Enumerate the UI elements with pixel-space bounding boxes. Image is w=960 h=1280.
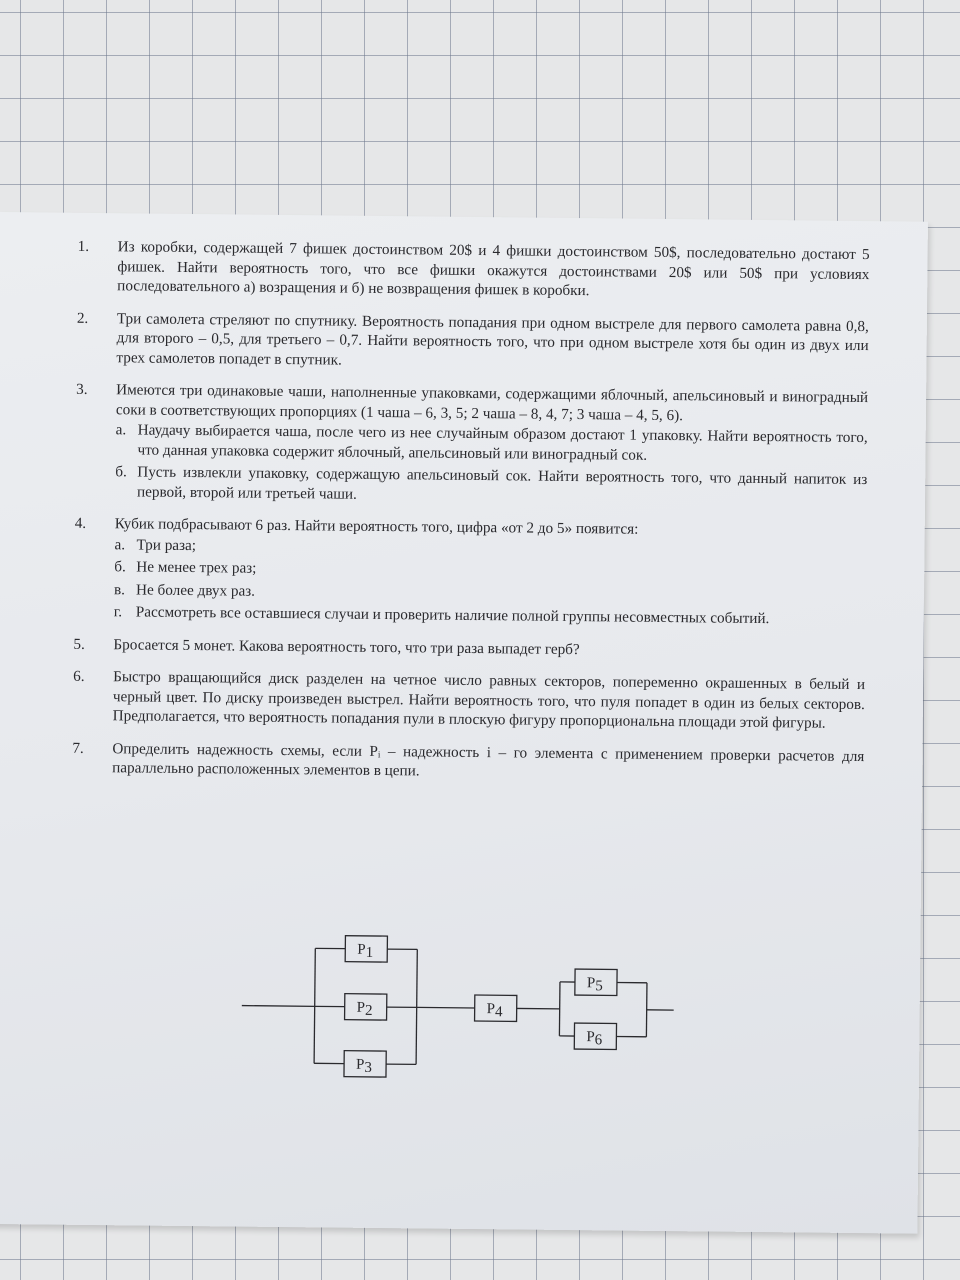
subquestion-text: Не более двух раз. [135, 580, 256, 600]
subquestion-letter: б. [114, 558, 126, 576]
problem-number: 2. [76, 309, 89, 327]
problem-text: Кубик подбрасывают 6 раз. Найти вероятность того, цифра «от 2 до 5» появится: [114, 515, 639, 538]
element-label-p4: P4 [486, 1001, 503, 1021]
subquestion-letter: г. [113, 603, 123, 621]
element-label-p1: P1 [357, 941, 374, 961]
subquestion-letter: в. [113, 580, 126, 598]
subquestion-text: Наудачу выбирается чаша, после чего из нее случайным образом достают 1 упаковку. Найти вероятность того, что данная упаковка содержит яблочный, апельсиновый или виноградный сок. [137, 421, 868, 464]
circuit-wire [559, 982, 560, 1036]
problem-text: Из коробки, содержащей 7 фишек достоинством 20$ и 4 фишки достоинством 50$, последовательно достают 5 фишек. Найти вероятность того, что все фишки окажутся достоинствами 20$ или 50$ при условиях последовательного а) возращения и б) не возвращения фишек в коробки. [117, 238, 870, 300]
subquestion-text: Пусть извлекли упаковку, содержащую апельсиновый сок. Найти вероятность того, что данный напиток из первой, второй или третьей чаши. [136, 463, 868, 503]
subquestion [114, 602, 866, 629]
problem-number: 4. [74, 514, 87, 532]
subquestion-letter: а. [115, 421, 127, 439]
subquestion-text: Три раза; [136, 535, 197, 554]
element-label-p5: P5 [586, 975, 603, 995]
problem-4 [66, 514, 867, 630]
element-label-p6: P6 [586, 1029, 603, 1049]
subquestion-text: Рассмотреть все оставшиеся случаи и проверить наличие полной группы несовместных событий. [135, 603, 770, 628]
problem-number: 5. [73, 635, 85, 653]
problem-text: Бросается 5 монет. Какова вероятность того, что три раза выпадет герб? [113, 635, 580, 658]
problem-sheet [0, 212, 928, 1234]
subquestion [115, 462, 867, 509]
problem-6 [65, 667, 866, 734]
problem-3 [67, 380, 868, 509]
problem-text: Определить надежность схемы, если Pᵢ – надежность i – го элемента с применением проверки расчетов для параллельно расположенных элементов в цепи. [112, 739, 865, 780]
circuit-wire [242, 1006, 315, 1007]
problem-text: Быстро вращающийся диск разделен на четное число равных секторов, попеременно окрашенных в белый и черный цвет. По диску произведен выстрел. Найти вероятность того, что пуля попадет в один из белых секторов. Предполагается, что вероятность попадания пули в плоскую фигуру пропорциональна площади этой фигуры. [112, 668, 866, 732]
subquestion-letter: а. [114, 535, 126, 553]
element-label-p2: P2 [356, 999, 373, 1019]
subquestion [115, 420, 867, 467]
problem-7 [64, 738, 864, 785]
element-label-p3: P3 [356, 1056, 372, 1076]
reliability-circuit-diagram [241, 933, 683, 1088]
problem-text: Имеются три одинаковые чаши, наполненные упаковками, содержащими яблочный, апельсиновый и виноградный соки в соответствующих пропорциях (1 чаша – 6, 3, 5; 2 чаша – 8, 4, 7; 3 чаша – 4, 5, 6). [115, 381, 869, 424]
problem-2 [68, 308, 869, 375]
circuit-wire [417, 1007, 475, 1008]
subquestion-letter: б. [115, 463, 127, 481]
subquestion-list [114, 535, 867, 630]
problem-number: 6. [73, 667, 85, 685]
problem-number: 3. [76, 380, 88, 398]
problem-1 [69, 237, 870, 304]
subquestion-list [115, 420, 868, 509]
subquestion-text: Не менее трех раз; [136, 558, 257, 577]
problem-text: Три самолета стреляют по спутнику. Вероятность попадания при одном выстреле для первого самолета равна 0,8, для второго – 0,5, для третьего – 0,7. Найти вероятность того, что при одном выстреле хотя бы один из двух или трех самолетов попадет в спутник. [116, 309, 869, 369]
problem-list [64, 237, 870, 799]
problem-5 [65, 634, 865, 662]
problem-number: 1. [77, 237, 90, 255]
problem-number: 7. [72, 739, 84, 757]
